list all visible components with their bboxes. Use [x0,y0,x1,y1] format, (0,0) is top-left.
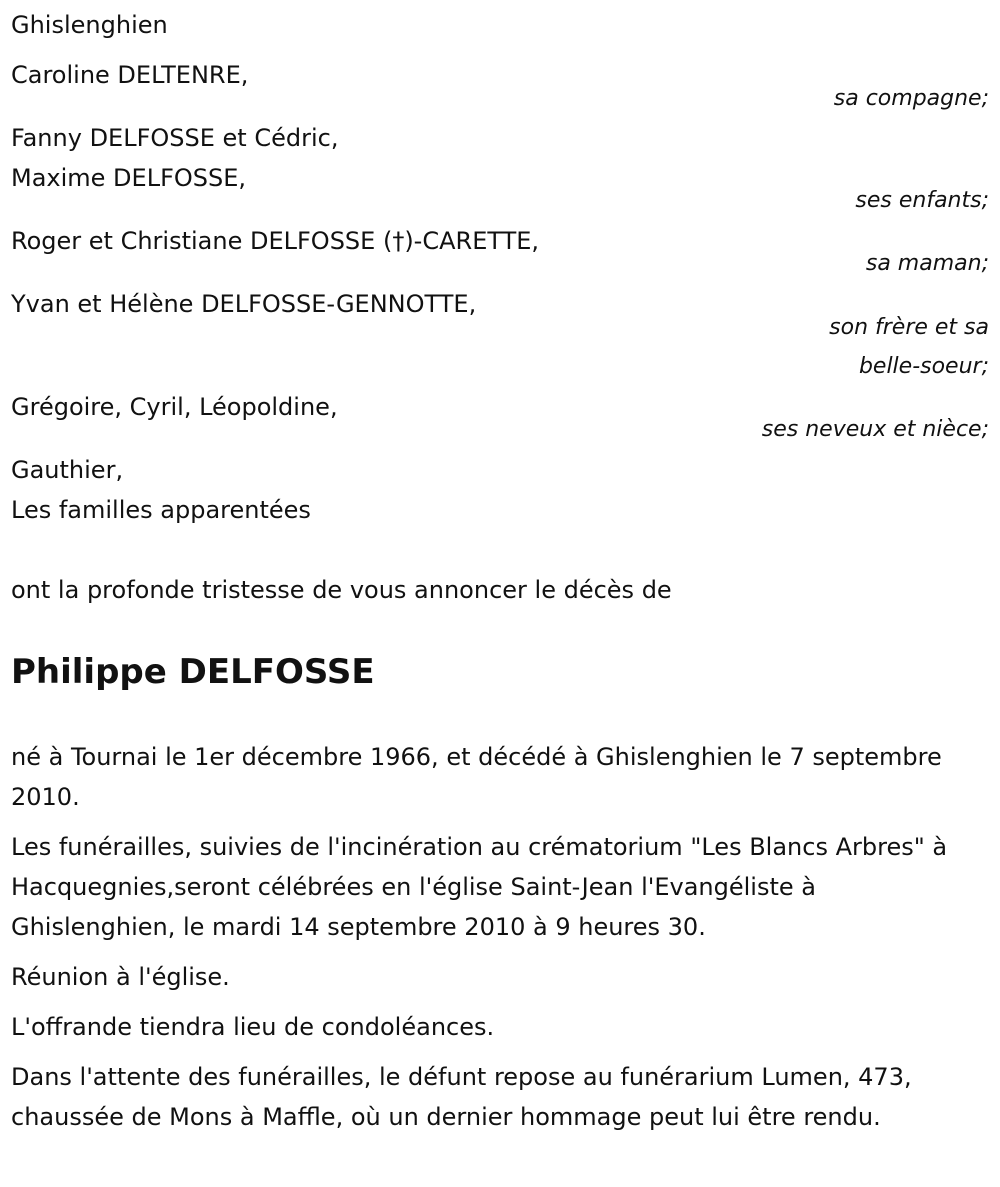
role-parents: sa maman; [865,251,989,276]
repose-paragraph: Dans l'attente des funérailles, le défunt repose au funérarium Lumen, 473, chaussée de Mons à Maffle, où un dernier hommage peut lui être rendu. [11,1063,912,1131]
role-nephews: ses neveux et nièce; [761,417,989,442]
role-sibling-line-2: belle-soeur; [858,354,989,379]
mourner-other-1: Gauthier, [11,456,124,484]
mourner-partner: Caroline DELTENRE, [11,61,249,89]
mourner-child-1: Fanny DELFOSSE et Cédric, [11,124,339,152]
announcement-text: ont la profonde tristesse de vous annoncer le décès de [11,576,672,604]
role-sibling-line-1: son frère et sa [829,315,989,340]
deceased-name: Philippe DELFOSSE [11,652,375,692]
mourner-other-2: Les familles apparentées [11,496,311,524]
role-children: ses enfants; [855,188,989,213]
mourner-nephews: Grégoire, Cyril, Léopoldine, [11,393,338,421]
meeting-paragraph: Réunion à l'église. [11,963,230,991]
place-heading: Ghislenghien [11,11,168,39]
funeral-paragraph: Les funérailles, suivies de l'incinération au crématorium "Les Blancs Arbres" à Hacquegnies,seront célébrées en l'église Saint-Jean l'Evangéliste à Ghislenghien, le mardi 14 septembre 2010 à 9 heures 30. [11,833,948,941]
mourner-sibling: Yvan et Hélène DELFOSSE-GENNOTTE, [11,290,477,318]
role-partner: sa compagne; [833,86,989,111]
mourner-child-2: Maxime DELFOSSE, [11,164,247,192]
offering-paragraph: L'offrande tiendra lieu de condoléances. [11,1013,495,1041]
birth-death-paragraph: né à Tournai le 1er décembre 1966, et décédé à Ghislenghien le 7 septembre 2010. [11,743,942,811]
mourner-parents: Roger et Christiane DELFOSSE (†)-CARETTE, [11,227,540,255]
